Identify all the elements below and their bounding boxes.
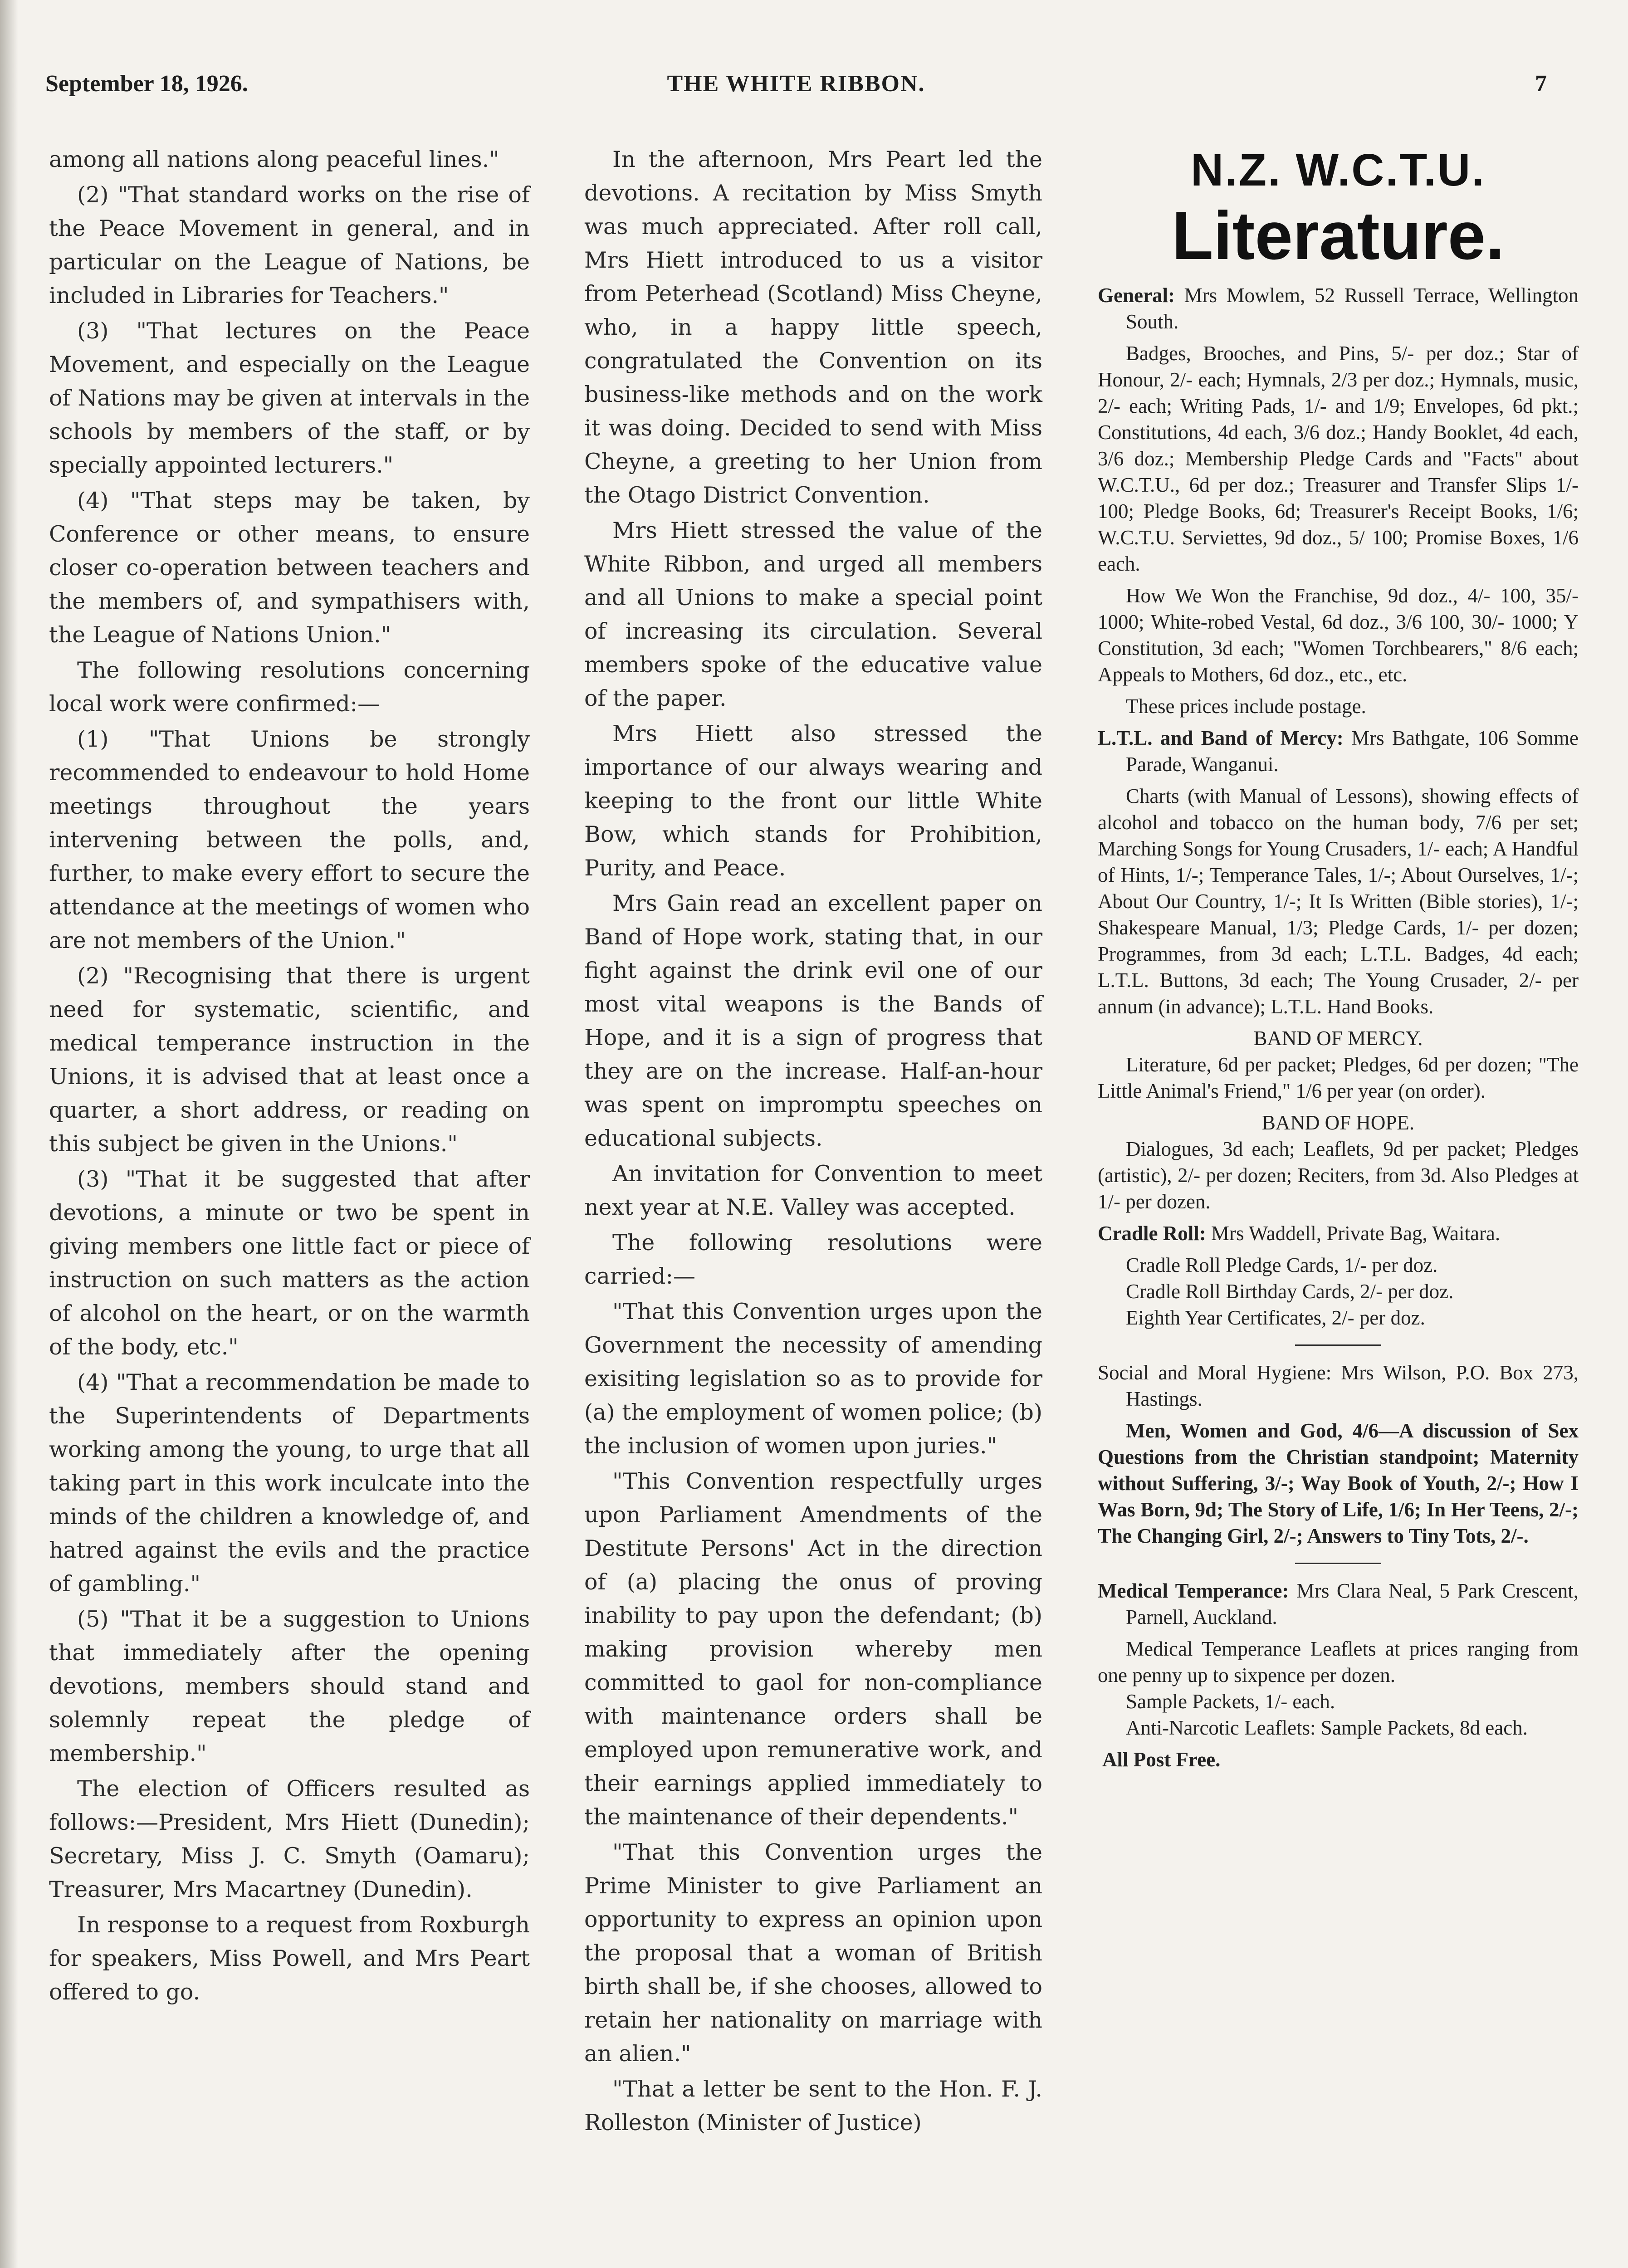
paragraph: "That this Convention urges upon the Government the necessity of amending exisiting legislation so as to provide for (a) the employment of women police; (b) the inclusion of women upon juries." [584, 1299, 1042, 1459]
cradle-roll-entry [1098, 1220, 1579, 1246]
social-hygiene-items: Men, Women and God, 4/6—A discussion of Sex Questions from the Christian standpoint; Maternity without Suffering, 3/-; Way Book of Youth, 2/-; How I Was Born, 9d; The Story of Life, 1/6; In Her Teens, 2/-; The Changing Girl, 2/-; Answers to Tiny Tots, 2/-. [1098, 1419, 1579, 1547]
section-divider [1295, 1563, 1381, 1564]
general-entry [1098, 282, 1579, 335]
ltl-contact: Mrs Bathgate, 106 Somme Parade, Wanganui. [1126, 727, 1579, 776]
paragraph: Mrs Gain read an excellent paper on Band of Hope work, stating that, in our fight against the drink evil one of our most vital weapons is the Bands of Hope, and it is a sign of progress that they are on the increase. Half-an-hour was spent on impromptu speeches on educational subjects. [584, 890, 1042, 1151]
cradle-roll-contact: Mrs Waddell, Private Bag, Waitara. [1211, 1222, 1501, 1245]
paragraph: (3) "That it be suggested that after devotions, a minute or two be spent in giving members one little fact or piece of instruction on such matters as the action of alcohol on the heart, or on the warmth of the body, etc." [49, 1166, 530, 1360]
social-hygiene-contact: Social and Moral Hygiene: Mrs Wilson, P.O. Box 273, Hastings. [1098, 1361, 1579, 1410]
paragraph: In response to a request from Roxburgh for speakers, Miss Powell, and Mrs Peart offered to go. [49, 1912, 530, 2005]
cradle-roll-item: Cradle Roll Birthday Cards, 2/- per doz. [1126, 1280, 1454, 1303]
paragraph: (2) "Recognising that there is urgent need for systematic, scientific, and medical temperance instruction in the Unions, it is advised that at least once a quarter, a short address, or reading on this subject be given in the Unions." [49, 963, 530, 1157]
general-items-2: How We Won the Franchise, 9d doz., 4/- 100, 35/- 1000; White-robed Vestal, 6d doz., 3/6 100, 30/- 1000; Y Constitution, 3d each; "Women Torchbearers," 8/6 each; Appeals to Mothers, 6d doz., etc., etc. [1098, 584, 1579, 686]
paragraph: An invitation for Convention to meet next year at N.E. Valley was accepted. [584, 1161, 1042, 1220]
medical-temperance-label: Medical Temperance: [1098, 1579, 1289, 1602]
literature-title-line-2: Literature. [1172, 197, 1505, 274]
paragraph: "That a letter be sent to the Hon. F. J. Rolleston (Minister of Justice) [584, 2076, 1042, 2136]
literature-title-line-1: N.Z. W.C.T.U. [1190, 145, 1486, 196]
paragraph: (5) "That it be a suggestion to Unions that immediately after the opening devotions, members should stand and solemnly repeat the pledge of membership." [49, 1606, 530, 1766]
post-free-note: All Post Free. [1102, 1748, 1221, 1771]
paragraph: (4) "That a recommendation be made to the Superintendents of Departments working among the young, to urge that all taking part in this work inculcate into the minds of the children a knowledge of, and hatred against the evils and the practice of gambling." [49, 1369, 530, 1597]
band-of-hope-items: Dialogues, 3d each; Leaflets, 9d per packet; Pledges (artistic), 2/- per dozen; Reciters, from 3d. Also Pledges at 1/- per dozen. [1098, 1138, 1579, 1213]
general-items: Badges, Brooches, and Pins, 5/- per doz.; Star of Honour, 2/- each; Hymnals, 2/3 per doz.; Hymnals, music, 2/- each; Writing Pads, 1/- and 1/9; Envelopes, 6d pkt.; Constitutions, 4d each, 3/6 doz.; Handy Booklet, 4d each, 3/6 doz.; Membership Pledge Cards and "Facts" about W.C.T.U., 6d per doz.; Treasurer and Transfer Slips 1/- 100; Pledge Books, 6d; Treasurer's Receipt Books, 1/6; W.C.T.U. Serviettes, 9d doz., 5/ 100; Promise Boxes, 1/6 each. [1098, 342, 1579, 575]
ltl-items: Charts (with Manual of Lessons), showing effects of alcohol and tobacco on the human body, 7/6 per set; Marching Songs for Young Crusaders, 1/- each; A Handful of Hints, 1/-; Temperance Tales, 1/-; About Ourselves, 1/-; About Our Country, 1/-; It Is Written (Bible stories), 1/-; Shakespeare Manual, 1/3; Pledge Cards, 1/- per dozen; Programmes, from 3d each; L.T.L. Badges, 4d each; L.T.L. Buttons, 3d each; The Young Crusader, 2/- per annum (in advance); L.T.L. Hand Books. [1098, 785, 1579, 1018]
paragraph: Mrs Hiett stressed the value of the White Ribbon, and urged all members and all Unions to make a special point of increasing its circulation. Several members spoke of the educative value of the paper. [584, 518, 1042, 711]
paragraph: among all nations along peaceful lines." [49, 147, 499, 172]
publication-title: THE WHITE RIBBON. [667, 71, 925, 97]
cradle-roll-label: Cradle Roll: [1098, 1222, 1206, 1245]
paragraph: "This Convention respectfully urges upon Parliament Amendments of the Destitute Persons' Act in the direction of (a) placing the onus of proving inability to pay upon the defendant; (b) making provision whereby men committed to gaol for non-compliance with maintenance orders shall be employed upon remunerative work, and their earnings applied immediately to the maintenance of their dependents." [584, 1468, 1042, 1830]
general-label: General: [1098, 284, 1175, 307]
paragraph: (2) "That standard works on the rise of the Peace Movement in general, and in particular on the League of Nations, be included in Libraries for Teachers." [49, 182, 530, 308]
section-divider [1295, 1344, 1381, 1346]
band-of-mercy-items: Literature, 6d per packet; Pledges, 6d per dozen; "The Little Animal's Friend," 1/6 per year (on order). [1098, 1053, 1579, 1102]
band-of-hope-heading: BAND OF HOPE. [1261, 1111, 1415, 1134]
medical-temperance-item: Sample Packets, 1/- each. [1126, 1690, 1335, 1713]
page-gutter-shadow [0, 0, 18, 2268]
page-header [45, 70, 1547, 111]
paragraph: Mrs Hiett also stressed the importance of our always wearing and keeping to the front our little White Bow, which stands for Prohibition, Purity, and Peace. [584, 721, 1042, 881]
paragraph: (1) "That Unions be strongly recommended to endeavour to hold Home meetings throughout the years intervening between the polls, and, further, to make every effort to secure the attendance at the meetings of women who are not members of the Union." [49, 726, 530, 953]
medical-temperance-item: Anti-Narcotic Leaflets: Sample Packets, 8d each. [1126, 1716, 1528, 1739]
cradle-roll-item: Eighth Year Certificates, 2/- per doz. [1126, 1306, 1425, 1329]
paragraph: "That this Convention urges the Prime Minister to give Parliament an opportunity to express an opinion upon the proposal that a woman of British birth shall be, if she chooses, allowed to retain her nationality on marriage with an alien." [584, 1839, 1042, 2067]
band-of-mercy-heading: BAND OF MERCY. [1253, 1027, 1423, 1050]
literature-column [1098, 141, 1579, 1778]
ltl-entry [1098, 725, 1579, 777]
paragraph: In the afternoon, Mrs Peart led the devotions. A recitation by Miss Smyth was much appreciated. After roll call, Mrs Hiett introduced to us a visitor from Peterhead (Scotland) Miss Cheyne, who, in a happy little speech, congratulated the Convention on its business-like methods and on the work it was doing. Decided to send with Miss Cheyne, a greeting to her Union from the Otago District Convention. [584, 147, 1042, 508]
issue-date: September 18, 1926. [45, 71, 248, 97]
paragraph: The following resolutions concerning local work were confirmed:— [49, 657, 530, 717]
medical-temperance-entry [1098, 1578, 1579, 1630]
column-1 [49, 143, 530, 2011]
prices-note: These prices include postage. [1126, 695, 1366, 718]
medical-temperance-contact: Mrs Clara Neal, 5 Park Crescent, Parnell, Auckland. [1126, 1579, 1579, 1628]
medical-temperance-item: Medical Temperance Leaflets at prices ranging from one penny up to sixpence per dozen. [1098, 1637, 1579, 1686]
column-2 [584, 143, 1042, 2141]
page-number: 7 [1535, 71, 1547, 97]
general-contact: Mrs Mowlem, 52 Russell Terrace, Wellington South. [1126, 284, 1579, 333]
paragraph: The following resolutions were carried:— [584, 1230, 1042, 1289]
cradle-roll-item: Cradle Roll Pledge Cards, 1/- per doz. [1126, 1254, 1438, 1276]
ltl-label: L.T.L. and Band of Mercy: [1098, 727, 1344, 749]
social-hygiene-entry [1098, 1359, 1579, 1412]
paragraph: (4) "That steps may be taken, by Conference or other means, to ensure closer co-operation between teachers and the members of, and sympathisers with, the League of Nations Union." [49, 488, 530, 648]
paragraph: The election of Officers resulted as follows:—President, Mrs Hiett (Dunedin); Secretary, Miss J. C. Smyth (Oamaru); Treasurer, Mrs Macartney (Dunedin). [49, 1776, 530, 1902]
paragraph: (3) "That lectures on the Peace Movement, and especially on the League of Nations may be given at intervals in the schools by members of the staff, or by specially appointed lecturers." [49, 318, 530, 478]
